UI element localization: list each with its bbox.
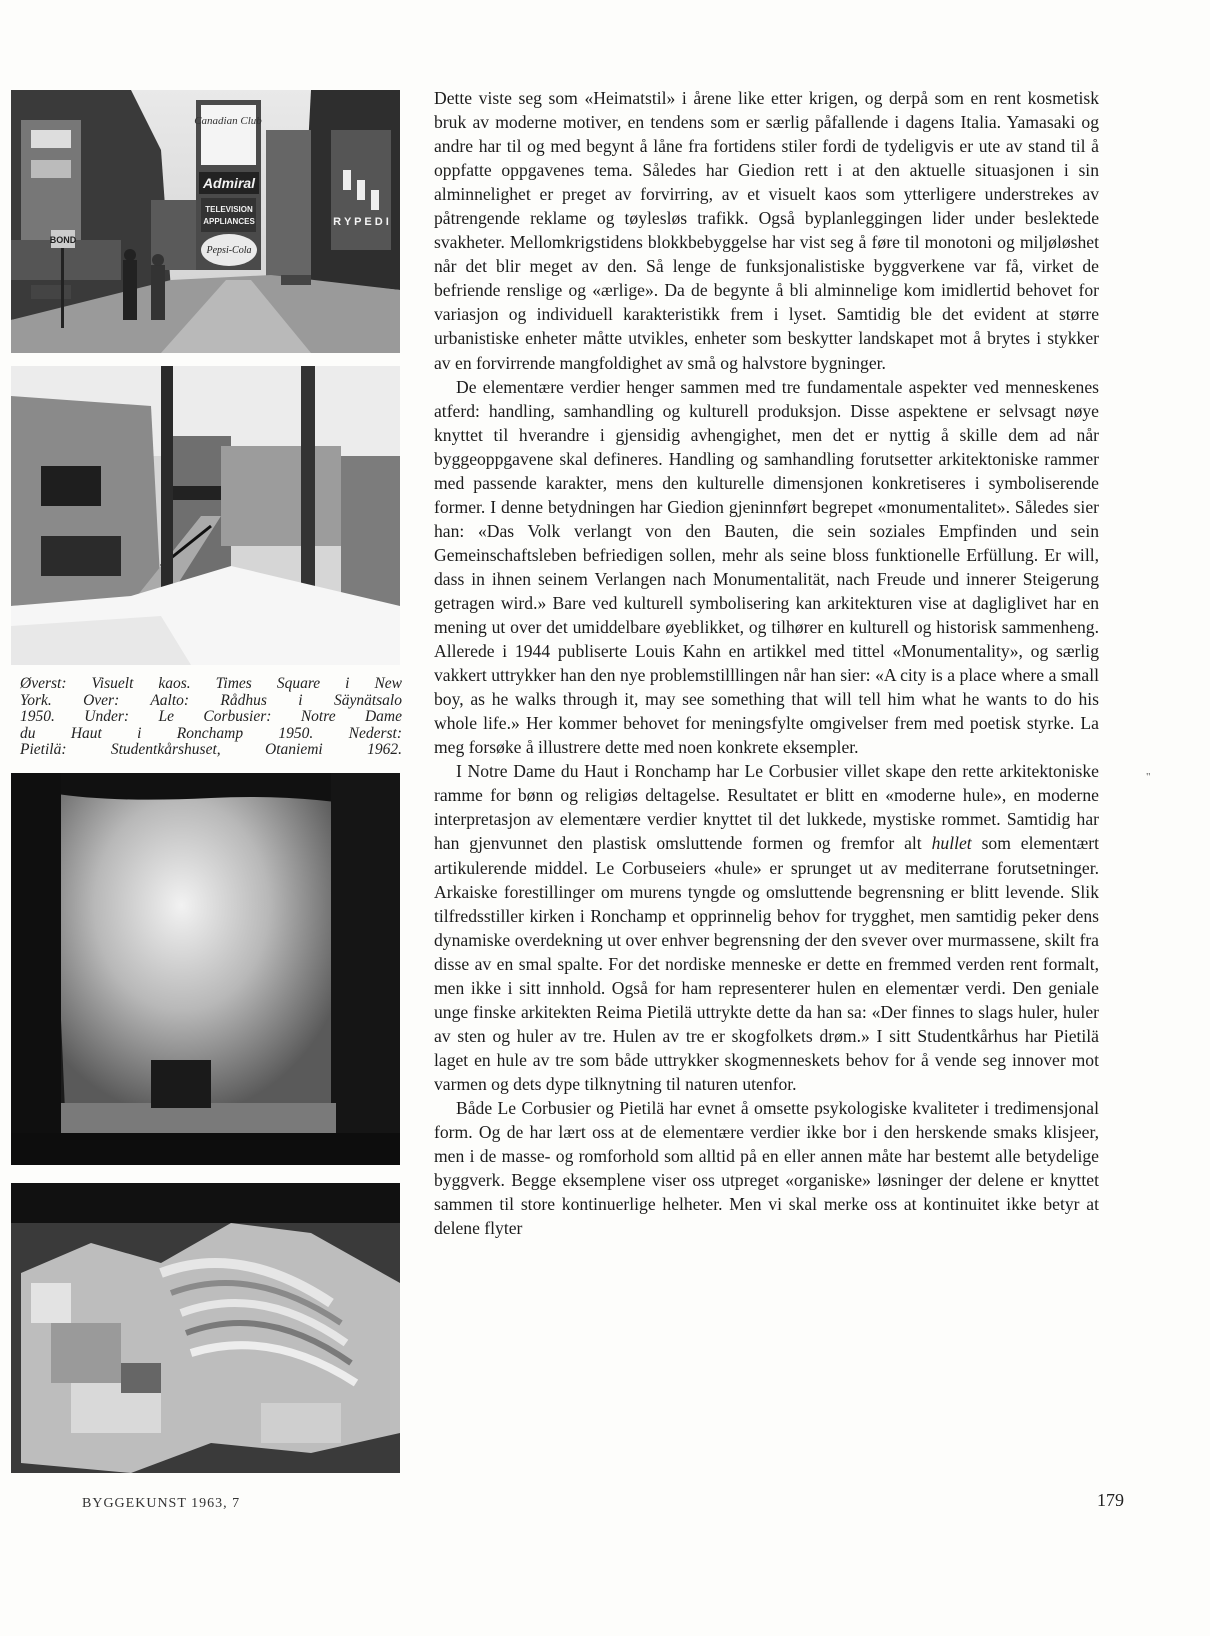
sign-bond: BOND	[49, 235, 77, 245]
sign-appliances: APPLIANCES	[203, 217, 255, 226]
sign-admiral: Admiral	[202, 175, 256, 191]
page-number: 179	[1097, 1490, 1124, 1510]
article-body	[434, 86, 1099, 1240]
photo-times-square	[11, 90, 400, 353]
stray-mark: "	[1146, 771, 1151, 783]
photo-otaniemi-model	[11, 1183, 400, 1473]
journal-footer: BYGGEKUNST 1963, 7	[82, 1496, 241, 1511]
sign-television: TELEVISION	[205, 205, 253, 214]
caption-line: Øverst: Visuelt kaos. Times Square i New	[20, 675, 402, 692]
sign-pepsi: Pepsi-Cola	[206, 245, 252, 256]
photo-ronchamp-interior	[11, 773, 400, 1165]
sign-canadian-club: Canadian Club	[194, 115, 262, 127]
emphasis-hullet: hullet	[931, 833, 972, 854]
paragraph: De elementære verdier henger sammen med tre fundamentale aspekter ved menneskenes atferd: handling, samhandling og kulturell produksjon. Disse aspektene er selvsagt nøye knyttet til hverandre i gjensidig avhengighet, men det er nyttig å skille dem ad når byggeoppgavene skal defineres. Handling og samhandling forutsetter arkitektoniske rammer med passende karakter, mens den kulturelle dimensjonen konkretiseres i symboliserende former. I denne betydningen har Giedion gjeninnført begrepet «monumentalitet». Således sier han: «Das Volk verlangt von den Bauten, die sein soziales Empfinden und sein Gemeinschaftsleben befriedigen sollen, mehr als seine bloss funktionelle Erfüllung. Er will, dass in ihnen seinem Verlangen nach Monumentalität, nach Freude und innerer Steigerung getragen wird.» Bare ved kulturell symbolisering kan arkitekturen vise at dagliglivet har en mening ut over det umiddelbare øyeblikket, og tilhører en kulturell og historisk sammenheng. Allerede i 1944 publiserte Louis Kahn en artikkel med tittel «Monumentality», og særlig vakkert uttrykker han den nye problemstilllingen når han sier: «A city is a place where a small boy, as he walks through it, may see something that will tell him what he wants to do his whole life.» Her kommer behovet for meningsfylte omgivelser frem med poetisk styrke. La meg forsøke å illustrere dette med noen konkrete eksempler.	[434, 376, 1099, 758]
paragraph-text: som elementært artikulerende middel. Le Corbuseiers «hule» er sprunget ut av mediterrane forutsetninger. Arkaiske forestillinger om murens tyngde og omsluttende begrensning er blitt levende. Slik tilfredsstiller kirken i Ronchamp et opprinnelig behov for trygghet, men samtidig peker dens dynamiske overdekning ut over enhver begrensning der den svever over murmassene, skilt fra disse av en smal spalte. For det nordiske menneske er dette en fremmed verden rent formalt, men ikke i sitt innhold. Også for ham representerer hulen en elementær verdi. Den geniale unge finske arkitekten Reima Pietilä uttrykte dette da han sa: «Der finnes to slags huler, huler av sten og huler av tre. Hulen av tre er skogfolkets drøm.» I sitt Studentkårhus har Pietilä laget en hule av tre som både uttrykker skogmenneskets behov for å vende seg innover mot varmen og dets dype tilknytning til naturen utenfor.	[434, 833, 1099, 1094]
caption-line: 1950. Under: Le Corbusier: Notre Dame	[20, 708, 402, 725]
photo-saynatsalo-town-hall	[11, 366, 400, 665]
photo-caption	[20, 676, 402, 759]
paragraph	[434, 759, 1099, 1096]
caption-line: du Haut i Ronchamp 1950. Nederst:	[20, 724, 402, 742]
caption-line: Pietilä: Studentkårshuset, Otaniemi 1962.	[20, 741, 402, 758]
paragraph: Både Le Corbusier og Pietilä har evnet å omsette psykologiske kvaliteter i tredimensjonal form. Og de har lært oss at de elementære verdier ikke bor i den herskende smaks klisjeer, men i de masse- og romforhold som alltid på en eller annen måte har bestemt alle betydelige byggverk. Begge eksemplene viser oss utpreget «organiske» løsninger der delene er knyttet sammen til store kontinuerlige helheter. Men vi skal merke oss at kontinuitet ikke betyr at delene flyter	[434, 1097, 1099, 1239]
paragraph-text: I Notre Dame du Haut i Ronchamp har Le Corbusier villet skape den rette arkitektoniske ramme for bønn og religiøs deltagelse. Resultatet er blitt en «moderne hule», en moderne interpretasjon av elementære verdier knyttet til det lukkede, mystiske rommet. Samtidig har han gjenvunnet den plastisk omsluttende formen og fremfor alt	[434, 761, 1099, 854]
caption-line: York. Over: Aalto: Rådhus i Säynätsalo	[20, 691, 402, 709]
sign-vertical: R Y P E D I	[333, 216, 389, 228]
paragraph: Dette viste seg som «Heimatstil» i årene like etter krigen, og derpå som en rent kosmetisk bruk av moderne motiver, en tendens som er særlig påfallende i dagens Italia. Yamasaki og andre har til og med begynt å låne fra fortidens stiler fordi de tydeligvis er ute av stand til å oppfatte oppgavenes tema. Således har Giedion rett i at den aktuelle situasjonen i sin alminnelighet er preget av forvirring, av et visuelt kaos som ytterligere understrekes av påtrengende reklame og tøylesløs trafikk. Også byplanleggingen lider under beslektede svakheter. Mellomkrigstidens blokkbebyggelse har vist seg å føre til monotoni og miljøløshet når det blir meget av den. Så lenge de funksjonalistiske byggverkene var få, virket de befriende renslige og «ærlige». Da de begynte å bli alminnelige kom imidlertid behovet for variasjon og individuell karakteristikk frem i lyset. Samtidig ble det evident at større urbanistiske enheter måtte utvikles, enheter som beskytter landskapet mot å brytes i stykker av en forvirrende mangfoldighet av små og halvstore bygninger.	[434, 88, 1099, 373]
